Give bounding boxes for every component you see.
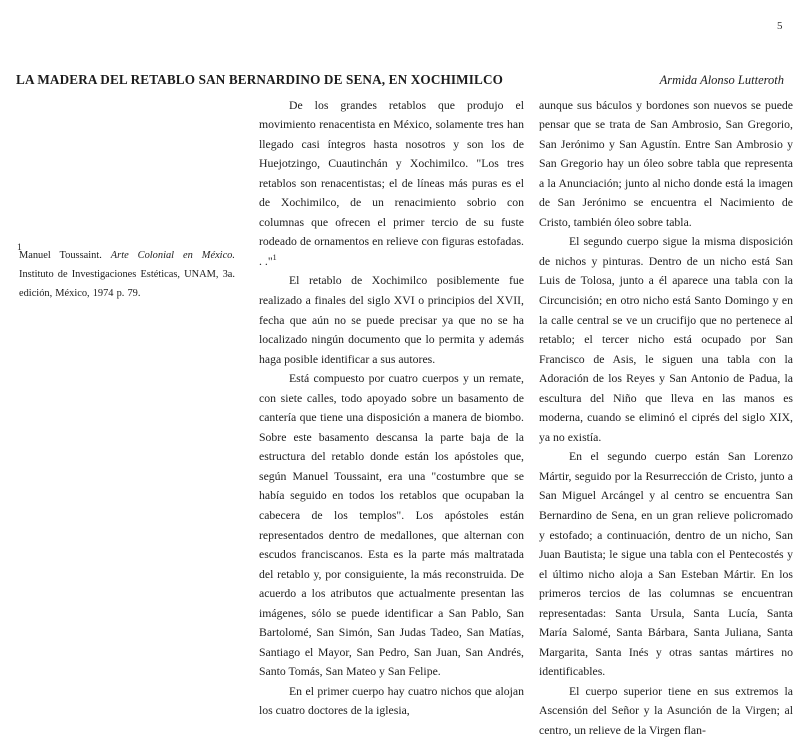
- paragraph: El retablo de Xochimilco posiblemente fue realizado a finales del siglo XVI o principios del XVII, fecha que aún no se puede precisar ya que no se ha localizado ningún documento que lo permita y además haga posible identificar a sus autores.: [259, 274, 524, 366]
- paragraph-text: De los grandes retablos que produjo el movimiento renacentista en México, solamente tres han llegado casi íntegros hasta nosotros y son los de Huejotzingo, Cuautinchán y Xochimilco. "Los tres retablos son renacentistas; el de líneas más puras es el de Xochimilco, de un renacimiento sobrio con columnas que ofrecen el primer tercio de su fuste rodeado de ornamentos en relieve con figuras estofadas. . .": [259, 98, 524, 268]
- footnote-author: Manuel Toussaint.: [19, 250, 102, 261]
- page-number: 5: [777, 20, 783, 32]
- body-column-middle: [259, 96, 524, 722]
- footnote-work-title: Arte Colonial en México.: [110, 250, 235, 261]
- paragraph: En el primer cuerpo hay cuatro nichos que alojan los cuatro doctores de la iglesia,: [259, 684, 524, 718]
- paragraph: Está compuesto por cuatro cuerpos y un remate, con siete calles, todo apoyado sobre un basamento de cantería que tiene una disposición a manera de biombo. Sobre este basamento descansa la parte baja de la estructura del retablo donde están los apóstoles que, según Manuel Toussaint, era una "costumbre que se había seguido en todos los retablos que ocupaban la cabecera de los templos". Los apóstoles están representados dentro de medallones, que alternan con escudos franciscanos. Esta es la parte más maltratada del retablo y, por consiguiente, la más reconstruida. De acuerdo a los atributos que actualmente presentan las imágenes, sólo se puede identificar a San Pablo, San Bartolomé, San Simón, San Judas Tadeo, San Matías, Santiago el Mayor, San Pedro, San Juan, San Andrés, Santo Tomás, San Mateo y San Felipe.: [259, 372, 524, 679]
- footnote: [17, 243, 235, 303]
- footnote-publisher: Instituto de Investigaciones Estéticas, UNAM, 3a. edición, México, 1974 p. 79.: [19, 269, 235, 299]
- article-author: Armida Alonso Lutteroth: [659, 73, 784, 87]
- paragraph: [259, 96, 524, 272]
- footnote-number: 1: [17, 243, 22, 253]
- article-title: LA MADERA DEL RETABLO SAN BERNARDINO DE SENA, EN XOCHIMILCO: [16, 72, 504, 87]
- paragraph: El cuerpo superior tiene en sus extremos la Ascensión del Señor y la Asunción de la Virgen; al centro, un relieve de la Virgen flan-: [539, 684, 793, 737]
- paragraph: El segundo cuerpo sigue la misma disposición de nichos y pinturas. Dentro de un nicho está San Luis de Tolosa, junto a él aparece una tabla con la Circuncisión; en otro nicho está Santo Domingo y en la calle central se ve un crucifijo que no pertenece al retablo; el tercer nicho está ocupado por San Francisco de Asis, le siguen una tabla con la Adoración de los Reyes y San Antonio de Padua, la escultura del Niño que lleva en las manos es moderna, cuando se eliminó el ciprés del siglo XIX, ya no existía.: [539, 235, 793, 444]
- paragraph: En el segundo cuerpo están San Lorenzo Mártir, seguido por la Resurrección de Cristo, junto a San Miguel Arcángel y al centro se encuentra San Bernardino de Sena, en un gran relieve policromado y estofado; a continuación, dentro de un nicho, San Juan Bautista; le sigue una tabla con el Pentecostés y el último nicho aloja a San Esteban Mártir. En los primeros tercios de las columnas se encuentran representadas: Santa Ursula, Santa Lucía, Santa María Salomé, Santa Bárbara, Santa Juliana, Santa Margarita, Santa Inés y otras santas mártires no identificables.: [539, 450, 793, 679]
- paragraph-continued: aunque sus báculos y bordones son nuevos se puede pensar que se trata de San Ambrosio, San Gregorio, San Jerónimo y San Agustín. Entre San Ambrosio y San Gregorio hay un óleo sobre tabla que representa a la Anunciación; junto al nicho donde está la imagen de San Jerónimo se encuentra el Nacimiento de Cristo, también óleo sobre tabla.: [539, 98, 793, 229]
- body-column-right: [539, 96, 793, 741]
- footnote-reference: 1: [272, 252, 277, 262]
